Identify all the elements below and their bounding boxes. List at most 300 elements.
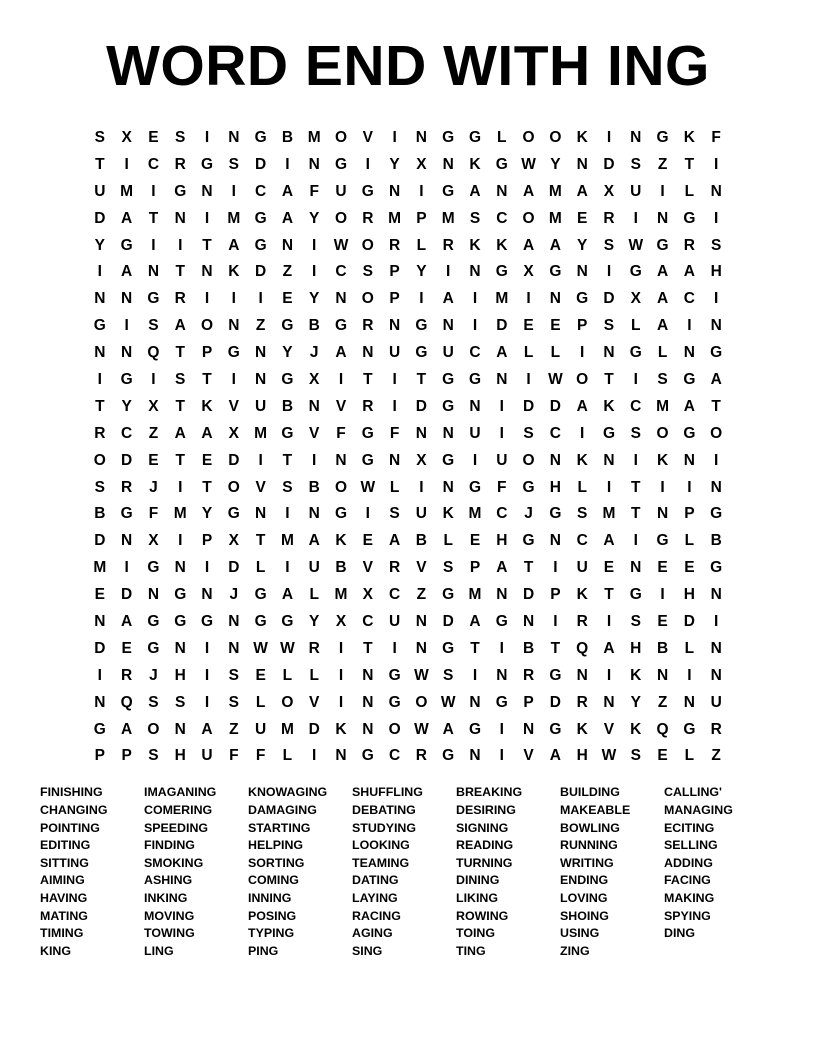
- grid-cell[interactable]: N: [121, 290, 133, 308]
- grid-cell[interactable]: K: [201, 397, 213, 415]
- grid-cell[interactable]: M: [120, 182, 134, 200]
- grid-cell[interactable]: G: [549, 720, 562, 738]
- grid-cell[interactable]: B: [281, 129, 294, 146]
- grid-cell[interactable]: G: [468, 129, 482, 146]
- grid-cell[interactable]: I: [392, 397, 397, 415]
- grid-cell[interactable]: I: [258, 451, 263, 469]
- grid-cell[interactable]: S: [657, 371, 668, 389]
- grid-cell[interactable]: P: [121, 747, 132, 765]
- word-list-item[interactable]: PING: [248, 943, 279, 958]
- grid-cell[interactable]: G: [683, 720, 696, 738]
- grid-cell[interactable]: N: [228, 613, 240, 631]
- grid-cell[interactable]: Z: [229, 720, 239, 738]
- grid-cell[interactable]: G: [254, 586, 267, 604]
- grid-cell[interactable]: N: [522, 613, 535, 631]
- grid-cell[interactable]: D: [522, 586, 535, 604]
- grid-cell[interactable]: S: [94, 129, 105, 146]
- word-list-item[interactable]: SMOKING: [144, 855, 204, 870]
- grid-cell[interactable]: Z: [657, 155, 668, 173]
- grid-cell[interactable]: V: [228, 397, 239, 415]
- word-list-item[interactable]: RACING: [352, 908, 401, 923]
- grid-cell[interactable]: G: [549, 505, 562, 523]
- grid-cell[interactable]: I: [151, 236, 156, 254]
- grid-cell[interactable]: K: [576, 451, 588, 469]
- grid-cell[interactable]: M: [280, 532, 294, 550]
- grid-cell[interactable]: M: [468, 586, 482, 604]
- grid-cell[interactable]: L: [255, 559, 266, 577]
- grid-cell[interactable]: U: [335, 182, 347, 200]
- grid-cell[interactable]: G: [442, 129, 455, 146]
- grid-cell[interactable]: F: [497, 478, 507, 496]
- grid-cell[interactable]: N: [335, 747, 347, 765]
- grid-cell[interactable]: V: [309, 693, 320, 711]
- word-list-item[interactable]: EDITING: [40, 838, 91, 853]
- grid-cell[interactable]: I: [714, 613, 719, 631]
- grid-cell[interactable]: X: [309, 371, 320, 389]
- grid-cell[interactable]: N: [228, 129, 240, 146]
- grid-cell[interactable]: X: [416, 155, 427, 173]
- grid-cell[interactable]: D: [415, 397, 427, 415]
- grid-cell[interactable]: I: [124, 155, 129, 173]
- grid-cell[interactable]: W: [253, 639, 268, 657]
- word-list-item[interactable]: STARTING: [248, 820, 311, 835]
- grid-cell[interactable]: V: [309, 424, 320, 442]
- grid-cell[interactable]: R: [576, 693, 588, 711]
- grid-cell[interactable]: I: [97, 371, 102, 389]
- grid-cell[interactable]: N: [308, 505, 320, 523]
- grid-cell[interactable]: L: [255, 693, 266, 711]
- grid-cell[interactable]: G: [147, 559, 160, 577]
- word-list-item[interactable]: DESIRING: [456, 802, 516, 817]
- grid-cell[interactable]: N: [603, 344, 615, 362]
- grid-cell[interactable]: U: [201, 747, 213, 765]
- grid-cell[interactable]: R: [94, 424, 106, 442]
- grid-cell[interactable]: T: [550, 639, 561, 657]
- grid-cell[interactable]: I: [499, 639, 504, 657]
- grid-cell[interactable]: T: [175, 263, 185, 281]
- grid-cell[interactable]: G: [227, 505, 240, 523]
- grid-cell[interactable]: N: [603, 451, 615, 469]
- grid-cell[interactable]: E: [603, 559, 615, 577]
- grid-cell[interactable]: N: [656, 666, 669, 684]
- grid-cell[interactable]: N: [710, 666, 722, 684]
- grid-cell[interactable]: I: [338, 371, 344, 389]
- grid-cell[interactable]: I: [633, 209, 638, 227]
- grid-cell[interactable]: K: [683, 129, 695, 146]
- grid-cell[interactable]: J: [229, 586, 239, 604]
- letter-grid[interactable]: [86, 125, 729, 770]
- grid-cell[interactable]: S: [577, 505, 588, 523]
- word-list-item[interactable]: TURNING: [456, 855, 513, 870]
- grid-cell[interactable]: T: [95, 397, 105, 415]
- grid-cell[interactable]: R: [121, 478, 133, 496]
- grid-cell[interactable]: S: [282, 478, 293, 496]
- grid-cell[interactable]: A: [549, 747, 561, 765]
- grid-cell[interactable]: P: [389, 290, 400, 308]
- grid-cell[interactable]: O: [576, 371, 589, 389]
- grid-cell[interactable]: X: [630, 290, 641, 308]
- word-list-item[interactable]: TOWING: [144, 926, 195, 941]
- grid-cell[interactable]: L: [309, 586, 319, 604]
- grid-cell[interactable]: K: [228, 263, 240, 281]
- grid-cell[interactable]: T: [202, 236, 212, 254]
- grid-cell[interactable]: G: [710, 559, 723, 577]
- grid-cell[interactable]: A: [603, 532, 615, 550]
- grid-cell[interactable]: T: [202, 478, 212, 496]
- grid-cell[interactable]: L: [657, 344, 668, 362]
- grid-cell[interactable]: G: [120, 236, 133, 254]
- grid-cell[interactable]: R: [683, 236, 695, 254]
- grid-cell[interactable]: A: [496, 559, 508, 577]
- grid-cell[interactable]: W: [360, 478, 376, 496]
- grid-cell[interactable]: L: [497, 129, 507, 146]
- grid-cell[interactable]: L: [684, 532, 695, 550]
- grid-cell[interactable]: T: [175, 397, 185, 415]
- grid-cell[interactable]: I: [553, 559, 558, 577]
- word-list-item[interactable]: ECITING: [664, 820, 715, 835]
- grid-cell[interactable]: M: [495, 290, 509, 308]
- grid-cell[interactable]: S: [362, 263, 373, 281]
- grid-cell[interactable]: U: [308, 559, 320, 577]
- grid-cell[interactable]: M: [548, 182, 562, 200]
- grid-cell[interactable]: U: [94, 182, 106, 200]
- grid-cell[interactable]: D: [522, 397, 535, 415]
- grid-cell[interactable]: X: [523, 263, 534, 281]
- word-list-item[interactable]: LIKING: [456, 890, 498, 905]
- word-list-item[interactable]: SORTING: [248, 855, 305, 870]
- word-list-item[interactable]: TING: [456, 943, 486, 958]
- grid-cell[interactable]: A: [442, 290, 454, 308]
- grid-cell[interactable]: X: [362, 586, 373, 604]
- grid-cell[interactable]: K: [469, 236, 481, 254]
- grid-cell[interactable]: X: [121, 129, 132, 146]
- grid-cell[interactable]: G: [442, 586, 455, 604]
- grid-cell[interactable]: C: [576, 532, 588, 550]
- grid-cell[interactable]: N: [147, 263, 160, 281]
- grid-cell[interactable]: I: [419, 478, 424, 496]
- grid-cell[interactable]: I: [472, 317, 478, 335]
- grid-cell[interactable]: X: [148, 397, 159, 415]
- grid-cell[interactable]: D: [121, 586, 133, 604]
- word-list-item[interactable]: SING: [352, 943, 383, 958]
- grid-cell[interactable]: I: [312, 747, 317, 765]
- grid-cell[interactable]: N: [442, 317, 454, 335]
- grid-cell[interactable]: S: [630, 424, 641, 442]
- grid-cell[interactable]: K: [335, 532, 347, 550]
- grid-cell[interactable]: L: [631, 317, 641, 335]
- grid-cell[interactable]: E: [657, 613, 668, 631]
- grid-cell[interactable]: T: [684, 155, 695, 173]
- grid-cell[interactable]: G: [361, 451, 374, 469]
- grid-cell[interactable]: A: [201, 720, 213, 738]
- grid-cell[interactable]: G: [174, 182, 187, 200]
- grid-cell[interactable]: I: [714, 290, 719, 308]
- word-list-item[interactable]: USING: [560, 926, 600, 941]
- grid-cell[interactable]: T: [604, 371, 614, 389]
- grid-cell[interactable]: I: [419, 182, 424, 200]
- grid-cell[interactable]: A: [710, 371, 722, 389]
- word-list-item[interactable]: KING: [40, 943, 71, 958]
- grid-cell[interactable]: R: [362, 317, 374, 335]
- grid-cell[interactable]: C: [121, 424, 133, 442]
- grid-cell[interactable]: I: [633, 371, 638, 389]
- grid-cell[interactable]: I: [392, 129, 397, 146]
- grid-cell[interactable]: Y: [121, 397, 132, 415]
- grid-cell[interactable]: N: [121, 532, 133, 550]
- grid-cell[interactable]: A: [442, 720, 454, 738]
- grid-cell[interactable]: V: [255, 478, 266, 496]
- grid-cell[interactable]: I: [312, 451, 317, 469]
- grid-cell[interactable]: S: [603, 317, 615, 335]
- grid-cell[interactable]: I: [178, 532, 183, 550]
- grid-cell[interactable]: T: [711, 397, 721, 415]
- grid-cell[interactable]: N: [549, 451, 561, 469]
- grid-cell[interactable]: S: [94, 478, 105, 496]
- word-list-item[interactable]: FINISHING: [40, 785, 103, 800]
- grid-cell[interactable]: A: [656, 317, 669, 335]
- grid-cell[interactable]: E: [657, 747, 668, 765]
- grid-cell[interactable]: M: [334, 586, 348, 604]
- grid-cell[interactable]: D: [94, 639, 106, 657]
- grid-cell[interactable]: N: [201, 182, 213, 200]
- grid-cell[interactable]: B: [656, 639, 669, 657]
- grid-cell[interactable]: G: [576, 290, 589, 308]
- grid-cell[interactable]: T: [255, 532, 266, 550]
- grid-cell[interactable]: S: [148, 747, 159, 765]
- grid-cell[interactable]: F: [711, 129, 721, 146]
- grid-cell[interactable]: A: [228, 236, 240, 254]
- grid-cell[interactable]: W: [548, 371, 563, 389]
- grid-cell[interactable]: I: [151, 371, 156, 389]
- grid-cell[interactable]: X: [228, 424, 239, 442]
- grid-cell[interactable]: I: [446, 263, 451, 281]
- word-list-item[interactable]: POSING: [248, 908, 297, 923]
- grid-cell[interactable]: N: [576, 155, 588, 173]
- grid-cell[interactable]: I: [606, 666, 612, 684]
- grid-cell[interactable]: X: [148, 532, 159, 550]
- grid-cell[interactable]: S: [443, 666, 454, 684]
- grid-cell[interactable]: K: [576, 720, 588, 738]
- grid-cell[interactable]: U: [710, 693, 722, 711]
- grid-cell[interactable]: G: [93, 720, 106, 738]
- grid-cell[interactable]: N: [228, 317, 240, 335]
- grid-cell[interactable]: N: [549, 290, 561, 308]
- grid-cell[interactable]: F: [229, 747, 239, 765]
- grid-cell[interactable]: U: [576, 559, 588, 577]
- grid-cell[interactable]: D: [496, 317, 508, 335]
- grid-cell[interactable]: I: [285, 559, 290, 577]
- grid-cell[interactable]: I: [204, 290, 210, 308]
- grid-cell[interactable]: E: [684, 559, 695, 577]
- grid-cell[interactable]: I: [606, 478, 612, 496]
- word-list-item[interactable]: INKING: [144, 890, 188, 905]
- grid-cell[interactable]: I: [687, 666, 692, 684]
- grid-cell[interactable]: A: [603, 639, 615, 657]
- grid-cell[interactable]: H: [174, 666, 186, 684]
- grid-cell[interactable]: I: [258, 290, 263, 308]
- grid-cell[interactable]: G: [281, 317, 294, 335]
- grid-cell[interactable]: N: [94, 693, 106, 711]
- grid-cell[interactable]: N: [710, 478, 722, 496]
- grid-cell[interactable]: X: [603, 182, 615, 200]
- grid-cell[interactable]: O: [549, 129, 562, 146]
- grid-cell[interactable]: E: [577, 209, 588, 227]
- grid-cell[interactable]: I: [365, 155, 370, 173]
- word-list-item[interactable]: SHOING: [560, 908, 609, 923]
- grid-cell[interactable]: I: [338, 666, 344, 684]
- grid-cell[interactable]: R: [389, 236, 401, 254]
- grid-cell[interactable]: O: [361, 290, 374, 308]
- grid-cell[interactable]: I: [178, 478, 183, 496]
- word-list-item[interactable]: MANAGING: [664, 802, 733, 817]
- grid-cell[interactable]: G: [710, 344, 723, 362]
- grid-cell[interactable]: G: [495, 263, 508, 281]
- grid-cell[interactable]: A: [174, 317, 186, 335]
- grid-cell[interactable]: Q: [120, 693, 133, 711]
- grid-cell[interactable]: R: [308, 639, 320, 657]
- grid-cell[interactable]: L: [443, 532, 453, 550]
- grid-cell[interactable]: G: [174, 586, 187, 604]
- grid-cell[interactable]: G: [174, 613, 187, 631]
- grid-cell[interactable]: A: [389, 532, 401, 550]
- grid-cell[interactable]: F: [255, 747, 266, 765]
- word-list-item[interactable]: POINTING: [40, 820, 100, 835]
- grid-cell[interactable]: A: [174, 424, 186, 442]
- grid-cell[interactable]: O: [361, 236, 374, 254]
- grid-cell[interactable]: G: [147, 290, 160, 308]
- grid-cell[interactable]: R: [362, 209, 374, 227]
- grid-cell[interactable]: I: [499, 720, 504, 738]
- grid-cell[interactable]: I: [204, 693, 210, 711]
- word-list-item[interactable]: BUILDING: [560, 785, 620, 800]
- grid-cell[interactable]: D: [228, 451, 240, 469]
- grid-cell[interactable]: M: [173, 505, 187, 523]
- grid-cell[interactable]: N: [710, 639, 722, 657]
- grid-cell[interactable]: N: [362, 344, 374, 362]
- grid-cell[interactable]: N: [201, 586, 213, 604]
- grid-cell[interactable]: I: [606, 613, 612, 631]
- grid-cell[interactable]: I: [231, 290, 236, 308]
- grid-cell[interactable]: L: [416, 236, 427, 254]
- grid-cell[interactable]: O: [522, 451, 535, 469]
- grid-cell[interactable]: K: [442, 505, 454, 523]
- grid-cell[interactable]: G: [200, 155, 214, 173]
- grid-cell[interactable]: K: [630, 720, 642, 738]
- grid-cell[interactable]: F: [309, 182, 319, 200]
- grid-cell[interactable]: L: [684, 747, 695, 765]
- grid-cell[interactable]: K: [496, 236, 508, 254]
- grid-cell[interactable]: P: [684, 505, 695, 523]
- grid-cell[interactable]: I: [714, 155, 719, 173]
- grid-cell[interactable]: E: [201, 451, 213, 469]
- grid-cell[interactable]: A: [656, 263, 669, 281]
- word-list-item[interactable]: COMING: [248, 873, 299, 888]
- grid-cell[interactable]: T: [604, 586, 614, 604]
- grid-cell[interactable]: Y: [201, 505, 213, 523]
- grid-cell[interactable]: V: [523, 747, 534, 765]
- grid-cell[interactable]: O: [522, 209, 535, 227]
- grid-cell[interactable]: I: [660, 586, 665, 604]
- grid-cell[interactable]: N: [255, 371, 267, 389]
- grid-cell[interactable]: G: [683, 424, 696, 442]
- word-list-item[interactable]: SPEEDING: [144, 820, 209, 835]
- grid-cell[interactable]: P: [416, 209, 427, 227]
- grid-cell[interactable]: N: [710, 317, 722, 335]
- grid-cell[interactable]: N: [255, 344, 267, 362]
- grid-cell[interactable]: N: [576, 666, 588, 684]
- grid-cell[interactable]: T: [202, 371, 212, 389]
- grid-cell[interactable]: N: [389, 451, 401, 469]
- grid-cell[interactable]: M: [468, 505, 482, 523]
- grid-cell[interactable]: C: [469, 344, 481, 362]
- word-list-item[interactable]: RUNNING: [560, 838, 618, 853]
- grid-cell[interactable]: N: [603, 693, 615, 711]
- grid-cell[interactable]: G: [415, 344, 428, 362]
- grid-cell[interactable]: N: [469, 263, 481, 281]
- grid-cell[interactable]: U: [255, 720, 267, 738]
- grid-cell[interactable]: I: [499, 424, 504, 442]
- grid-cell[interactable]: R: [174, 290, 186, 308]
- word-list-item[interactable]: SHUFFLING: [352, 785, 423, 800]
- grid-cell[interactable]: N: [281, 236, 294, 254]
- grid-cell[interactable]: G: [254, 236, 267, 254]
- grid-cell[interactable]: L: [550, 344, 561, 362]
- grid-cell[interactable]: G: [281, 613, 294, 631]
- grid-cell[interactable]: D: [442, 613, 454, 631]
- word-list-item[interactable]: ADDING: [664, 855, 713, 870]
- grid-cell[interactable]: N: [683, 693, 695, 711]
- grid-cell[interactable]: Y: [282, 344, 293, 362]
- word-list-item[interactable]: ZING: [560, 943, 590, 958]
- grid-cell[interactable]: S: [175, 129, 186, 146]
- grid-cell[interactable]: G: [442, 639, 455, 657]
- grid-cell[interactable]: A: [469, 182, 481, 200]
- grid-cell[interactable]: A: [549, 236, 561, 254]
- grid-cell[interactable]: K: [630, 666, 642, 684]
- grid-cell[interactable]: S: [630, 747, 641, 765]
- grid-cell[interactable]: S: [603, 236, 615, 254]
- grid-cell[interactable]: G: [495, 613, 508, 631]
- grid-cell[interactable]: N: [469, 397, 481, 415]
- grid-cell[interactable]: N: [576, 263, 588, 281]
- grid-cell[interactable]: M: [227, 209, 241, 227]
- grid-cell[interactable]: N: [94, 290, 106, 308]
- grid-cell[interactable]: S: [148, 693, 159, 711]
- word-list-item[interactable]: DEBATING: [352, 802, 416, 817]
- grid-cell[interactable]: P: [523, 693, 534, 711]
- grid-cell[interactable]: S: [443, 559, 454, 577]
- grid-cell[interactable]: I: [660, 478, 665, 496]
- grid-cell[interactable]: A: [576, 397, 588, 415]
- grid-cell[interactable]: C: [362, 613, 374, 631]
- grid-cell[interactable]: G: [200, 613, 214, 631]
- grid-cell[interactable]: M: [280, 720, 294, 738]
- grid-cell[interactable]: V: [335, 397, 347, 415]
- grid-cell[interactable]: G: [629, 586, 642, 604]
- grid-cell[interactable]: G: [629, 344, 642, 362]
- word-list-item[interactable]: WRITING: [560, 855, 614, 870]
- grid-cell[interactable]: G: [281, 371, 294, 389]
- grid-cell[interactable]: E: [148, 451, 159, 469]
- grid-cell[interactable]: V: [603, 720, 615, 738]
- grid-cell[interactable]: O: [710, 424, 723, 442]
- grid-cell[interactable]: Z: [255, 317, 266, 335]
- word-list-item[interactable]: SIGNING: [456, 820, 509, 835]
- grid-cell[interactable]: N: [362, 693, 374, 711]
- grid-cell[interactable]: A: [469, 613, 481, 631]
- grid-cell[interactable]: K: [469, 155, 481, 173]
- grid-cell[interactable]: G: [495, 693, 508, 711]
